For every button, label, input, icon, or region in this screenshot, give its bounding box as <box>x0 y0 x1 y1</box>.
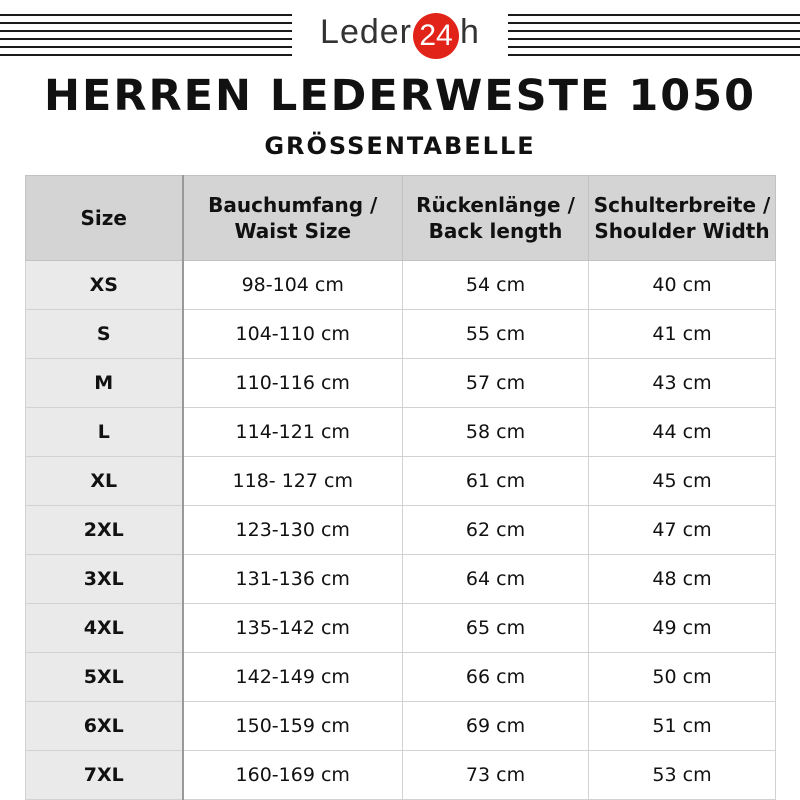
table-row <box>26 310 776 359</box>
size-cell: 4XL <box>26 604 183 653</box>
decorative-stripes-right <box>508 14 800 60</box>
header-shoulder-width: Schulterbreite / Shoulder Width <box>589 176 776 261</box>
back-length-cell: 69 cm <box>403 702 589 751</box>
waist-cell: 123-130 cm <box>183 506 403 555</box>
table-row <box>26 261 776 310</box>
table-header-row <box>26 176 776 261</box>
waist-cell: 118- 127 cm <box>183 457 403 506</box>
table-row <box>26 408 776 457</box>
back-length-cell: 57 cm <box>403 359 589 408</box>
back-length-cell: 64 cm <box>403 555 589 604</box>
shoulder-width-cell: 51 cm <box>589 702 776 751</box>
size-cell: 6XL <box>26 702 183 751</box>
size-cell: XL <box>26 457 183 506</box>
size-cell: M <box>26 359 183 408</box>
table-row <box>26 653 776 702</box>
waist-cell: 131-136 cm <box>183 555 403 604</box>
shoulder-width-cell: 50 cm <box>589 653 776 702</box>
page-title: HERREN LEDERWESTE 1050 <box>44 71 756 121</box>
table-row <box>26 457 776 506</box>
waist-cell: 104-110 cm <box>183 310 403 359</box>
shoulder-width-cell: 48 cm <box>589 555 776 604</box>
waist-cell: 142-149 cm <box>183 653 403 702</box>
shoulder-width-cell: 40 cm <box>589 261 776 310</box>
waist-cell: 160-169 cm <box>183 751 403 800</box>
shoulder-width-cell: 41 cm <box>589 310 776 359</box>
back-length-cell: 55 cm <box>403 310 589 359</box>
back-length-cell: 73 cm <box>403 751 589 800</box>
size-cell: 5XL <box>26 653 183 702</box>
back-length-cell: 66 cm <box>403 653 589 702</box>
waist-cell: 98-104 cm <box>183 261 403 310</box>
waist-cell: 135-142 cm <box>183 604 403 653</box>
size-table <box>25 175 776 800</box>
header <box>0 0 800 62</box>
table-row <box>26 751 776 800</box>
back-length-cell: 61 cm <box>403 457 589 506</box>
waist-cell: 150-159 cm <box>183 702 403 751</box>
logo-text-after: h <box>460 13 480 51</box>
table-row <box>26 359 776 408</box>
page-subtitle: GRÖSSENTABELLE <box>264 132 536 160</box>
size-cell: XS <box>26 261 183 310</box>
shoulder-width-cell: 53 cm <box>589 751 776 800</box>
size-cell: 2XL <box>26 506 183 555</box>
back-length-cell: 65 cm <box>403 604 589 653</box>
header-back-length: Rückenlänge / Back length <box>403 176 589 261</box>
header-size: Size <box>26 176 183 261</box>
back-length-cell: 54 cm <box>403 261 589 310</box>
shoulder-width-cell: 47 cm <box>589 506 776 555</box>
brand-logo[interactable] <box>300 6 500 58</box>
back-length-cell: 62 cm <box>403 506 589 555</box>
shoulder-width-cell: 43 cm <box>589 359 776 408</box>
header-waist: Bauchumfang / Waist Size <box>183 176 403 261</box>
size-cell: 3XL <box>26 555 183 604</box>
logo-text-before: Leder <box>320 13 413 51</box>
size-cell: S <box>26 310 183 359</box>
table-row <box>26 604 776 653</box>
table-row <box>26 702 776 751</box>
decorative-stripes-left <box>0 14 292 60</box>
shoulder-width-cell: 44 cm <box>589 408 776 457</box>
logo-badge: 24 <box>413 13 459 59</box>
waist-cell: 110-116 cm <box>183 359 403 408</box>
table-row <box>26 506 776 555</box>
table-row <box>26 555 776 604</box>
size-cell: 7XL <box>26 751 183 800</box>
shoulder-width-cell: 45 cm <box>589 457 776 506</box>
size-cell: L <box>26 408 183 457</box>
shoulder-width-cell: 49 cm <box>589 604 776 653</box>
back-length-cell: 58 cm <box>403 408 589 457</box>
waist-cell: 114-121 cm <box>183 408 403 457</box>
